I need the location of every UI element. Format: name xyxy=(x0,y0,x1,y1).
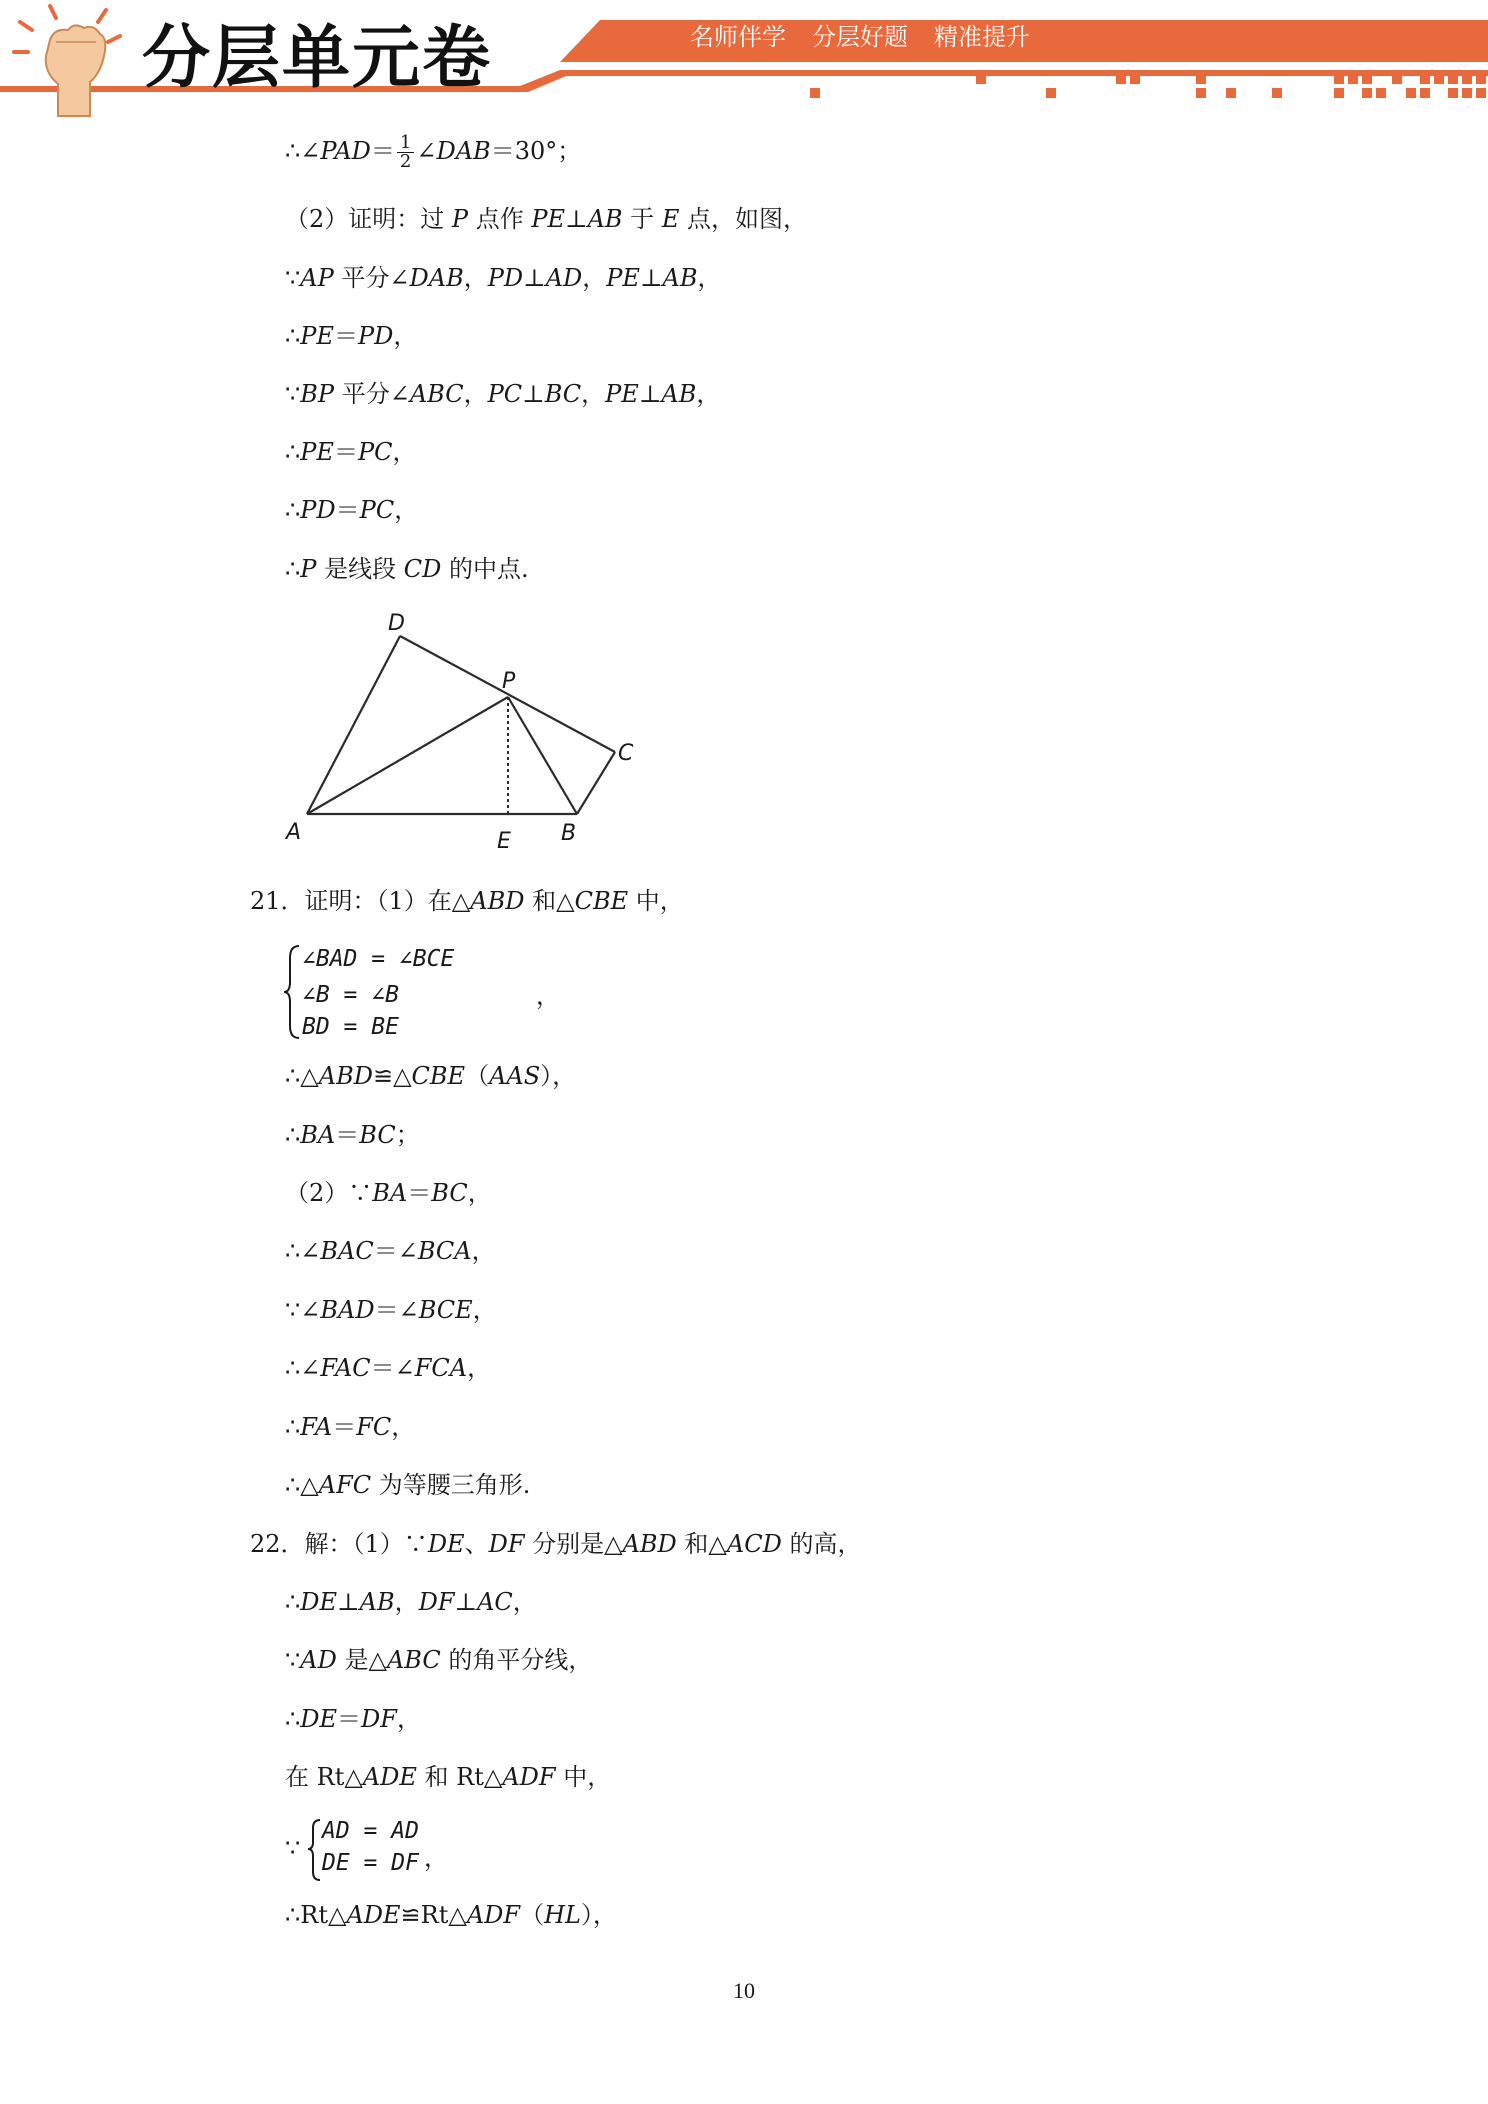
equation: ∠BAD = ∠BCE xyxy=(302,946,455,972)
text-line: ∵∠BAD＝∠BCE， xyxy=(285,1296,497,1324)
fraction: $\frac{1}{2}$ xyxy=(397,134,414,171)
text-line: ∵BP 平分∠ABC，PC⊥BC，PE⊥AB， xyxy=(285,380,721,408)
text-line: ∴∠FAC＝∠FCA， xyxy=(285,1354,492,1382)
text-line: ∴PD＝PC， xyxy=(285,496,419,524)
text-line: ∴∠BAC＝∠BCA， xyxy=(285,1237,496,1265)
label-D: D xyxy=(388,612,405,636)
equation: AD = AD xyxy=(322,1818,419,1844)
text-line: ∵AD 是△ABC 的角平分线， xyxy=(285,1646,593,1674)
equation-comma: ， xyxy=(536,982,560,1010)
text-line: ∴BA＝BC； xyxy=(285,1121,420,1149)
label-A: A xyxy=(286,820,302,845)
decorative-squares xyxy=(810,74,1486,98)
equation: BD = BE xyxy=(302,1014,399,1040)
question-22-heading: 22．解：（1）∵DE、DF 分别是△ABD 和△ACD 的高， xyxy=(250,1530,862,1558)
brace-icon xyxy=(306,1818,322,1882)
brand-title: 分层单元卷 xyxy=(142,19,493,98)
text-line: ∴Rt△ADE≌Rt△ADF（HL）， xyxy=(285,1901,617,1929)
brace-icon xyxy=(282,944,302,1040)
label-B: B xyxy=(561,821,577,846)
geometry-figure xyxy=(280,612,660,862)
text-line: （2）∵BA＝BC， xyxy=(285,1179,492,1207)
header-slogan xyxy=(690,20,1056,54)
because-symbol: ∵ xyxy=(285,1834,301,1862)
slogan-item: 精准提升 xyxy=(934,23,1030,51)
equation: DE = DF xyxy=(322,1850,419,1876)
slogan-item: 名师伴学 xyxy=(690,23,786,51)
text-line: ∴P 是线段 CD 的中点. xyxy=(285,555,529,583)
label-C: C xyxy=(618,741,634,766)
text-line: ∴DE⊥AB，DF⊥AC， xyxy=(285,1588,537,1616)
page-header xyxy=(0,0,1488,120)
equation: ∠B = ∠B xyxy=(302,982,399,1008)
text-line: ∴∠PAD＝ $\frac{1}{2}$ ∠DAB＝30°； xyxy=(285,132,582,172)
segment-CB xyxy=(577,752,615,814)
segment-PB xyxy=(508,697,577,814)
text-line: ∵AP 平分∠DAB，PD⊥AD，PE⊥AB， xyxy=(285,264,722,292)
text-line: （2）证明：过 P 点作 PE⊥AB 于 E 点，如图， xyxy=(285,205,807,233)
equation-comma: ， xyxy=(424,1844,448,1872)
question-21-heading: 21．证明：（1）在△ABD 和△CBE 中， xyxy=(250,887,684,915)
slogan-item: 分层好题 xyxy=(812,23,908,51)
text-line: ∴△AFC 为等腰三角形. xyxy=(285,1471,531,1499)
text-line: ∴DE＝DF， xyxy=(285,1705,421,1733)
page-number: 10 xyxy=(733,1978,755,2003)
text-line: ∴FA＝FC， xyxy=(285,1413,416,1441)
fist-icon xyxy=(10,0,130,120)
label-P: P xyxy=(502,669,516,694)
label-E: E xyxy=(497,829,511,854)
text-line: ∴PE＝PD， xyxy=(285,322,418,350)
text-line: 在 Rt△ADE 和 Rt△ADF 中， xyxy=(285,1763,612,1791)
text-line: ∴PE＝PC， xyxy=(285,438,417,466)
text-line: ∴△ABD≌△CBE（AAS）， xyxy=(285,1062,577,1090)
